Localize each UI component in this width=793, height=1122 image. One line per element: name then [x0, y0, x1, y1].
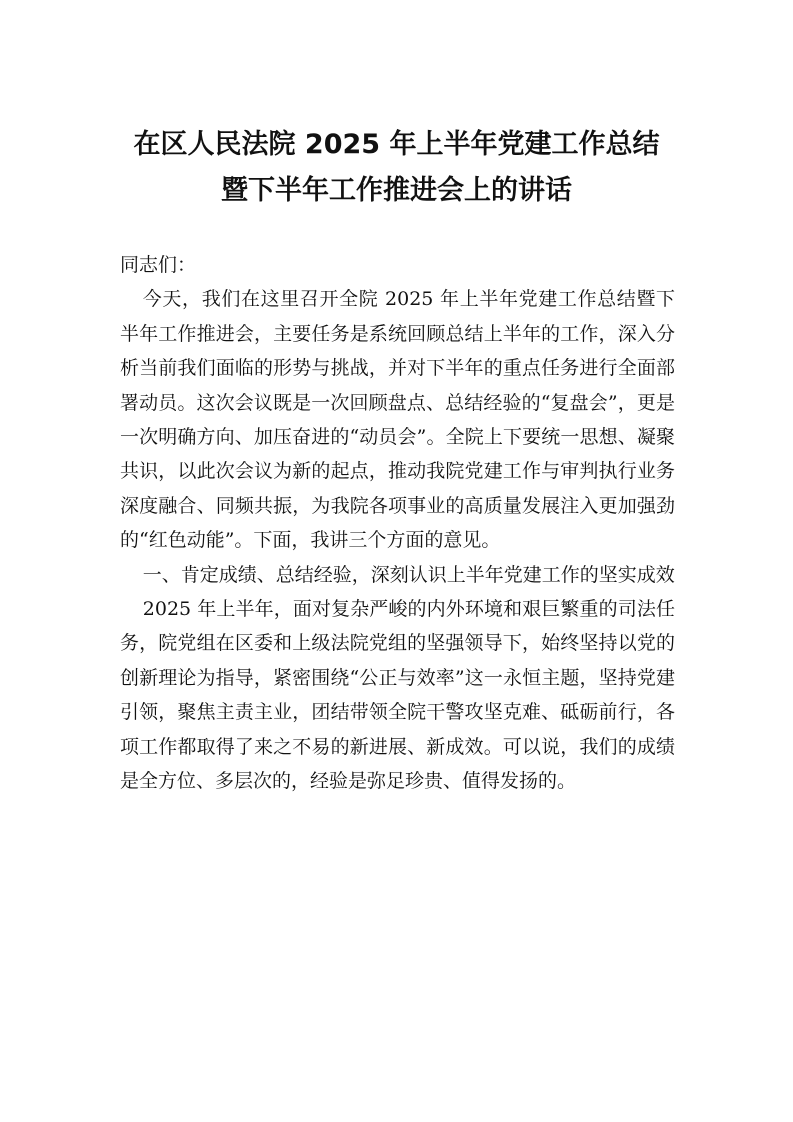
document-title-line-1: 在区人民法院 2025 年上半年党建工作总结: [133, 129, 660, 160]
document-body: [120, 248, 675, 799]
document-title-line-2: 暨下半年工作推进会上的讲话: [221, 175, 572, 206]
paragraph-section-1: 2025 年上半年，面对复杂严峻的内外环境和艰巨繁重的司法任务，院党组在区委和上级法院党组的坚强领导下，始终坚持以党的创新理论为指导，紧密围绕“公正与效率”这一永恒主题，坚持党建引领，聚焦主责主业，团结带领全院干警攻坚克难、砥砺前行，各项工作都取得了来之不易的新进展、新成效。可以说，我们的成绩是全方位、多层次的，经验是弥足珍贵、值得发扬的。: [120, 598, 675, 793]
paragraph-intro: 今天，我们在这里召开全院 2025 年上半年党建工作总结暨下半年工作推进会，主要任务是系统回顾总结上半年的工作，深入分析当前我们面临的形势与挑战，并对下半年的重点任务进行全面部署动员。这次会议既是一次回顾盘点、总结经验的“复盘会”，更是一次明确方向、加压奋进的“动员会”。全院上下要统一思想、凝聚共识，以此次会议为新的起点，推动我院党建工作与审判执行业务深度融合、同频共振，为我院各项事业的高质量发展注入更加强劲的“红色动能”。下面，我讲三个方面的意见。: [120, 288, 675, 552]
greeting: 同志们：: [120, 254, 197, 276]
section-heading-1: 一、肯定成绩、总结经验，深刻认识上半年党建工作的坚实成效: [142, 563, 675, 586]
